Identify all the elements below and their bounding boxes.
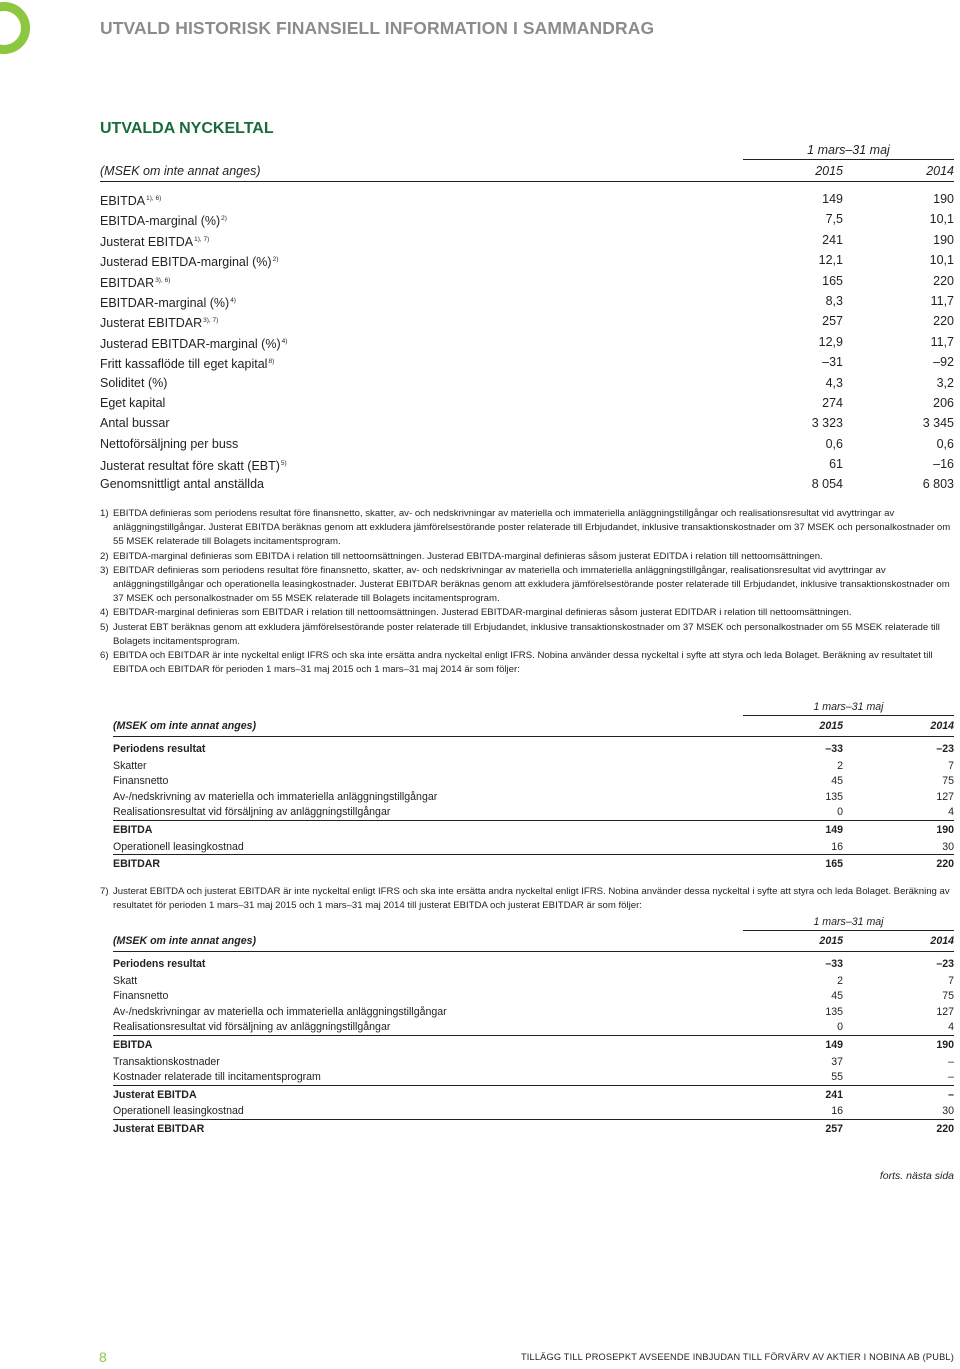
column-header-2015: 2015 xyxy=(819,935,843,947)
row-label: Periodens resultat xyxy=(113,958,206,970)
value-2015: 12,9 xyxy=(818,334,843,349)
table-row xyxy=(113,774,954,790)
value-2015: 274 xyxy=(822,395,843,410)
footnote xyxy=(100,606,954,620)
value-2014: 220 xyxy=(933,273,954,288)
note-text: Justerat EBITDA och justerat EBITDAR är inte nyckeltal enligt IFRS och ska inte ersätta andra nyckeltal enligt IFRS. Nobina använder dessa nyckeltal i syfte att styra och leda Bolaget. Beräkning av resultatet för perioden 1 mars–31 maj 2015 och 1 mars–31 maj 2014 till justerat EBITDA och justerat EBITDAR är som följer: xyxy=(113,886,950,912)
value-2014: 7 xyxy=(948,974,954,987)
table-row xyxy=(100,474,954,494)
value-2015: 0 xyxy=(837,1021,843,1034)
section-title: UTVALDA NYCKELTAL xyxy=(100,120,274,137)
ebitda-table-rows xyxy=(113,737,954,874)
value-2014: –23 xyxy=(936,958,954,970)
value-2014: 190 xyxy=(936,1038,954,1051)
footnote xyxy=(100,649,954,677)
value-2015: 45 xyxy=(831,775,843,788)
table-row xyxy=(100,454,954,474)
table-row xyxy=(100,250,954,270)
value-2015: 16 xyxy=(831,840,843,853)
footnote-ref: 5) xyxy=(280,460,287,468)
value-2014: 190 xyxy=(933,232,954,247)
table-row xyxy=(100,413,954,433)
table-row xyxy=(113,1120,954,1139)
table-row xyxy=(113,974,954,990)
row-label: Realisationsresultat vid försäljning av anläggningstillgångar xyxy=(113,806,391,819)
table-row xyxy=(100,271,954,291)
table-row xyxy=(113,1070,954,1086)
value-2014: 30 xyxy=(942,1105,954,1118)
table-row xyxy=(113,740,954,759)
note-number: 4) xyxy=(100,607,109,619)
row-label: Justerat EBITDA xyxy=(113,1088,197,1101)
value-2014: 6 803 xyxy=(922,477,954,492)
value-2015: –33 xyxy=(825,958,843,970)
table-row xyxy=(100,434,954,454)
note-number: 7) xyxy=(100,886,109,897)
value-2015: 149 xyxy=(822,192,843,206)
table-row xyxy=(113,955,954,974)
row-label: Transaktionskostnader xyxy=(113,1055,220,1068)
table-row xyxy=(100,373,954,393)
note-number: 1) xyxy=(100,508,109,519)
value-2015: –33 xyxy=(825,743,843,755)
value-2015: 149 xyxy=(825,1038,843,1051)
value-2015: 2 xyxy=(837,759,843,772)
table-row xyxy=(100,209,954,229)
table-header xyxy=(113,932,954,952)
value-2014: 75 xyxy=(942,990,954,1003)
value-2015: 3 323 xyxy=(811,416,843,431)
footnote xyxy=(100,550,954,564)
note-text: EBITDAR-marginal definieras som EBITDAR i relation till nettoomsättningen. Justerad EBITDAR-marginal definieras såsom justerat EDITDAR i relation till nettoomsättningen. xyxy=(113,607,852,619)
value-2014: 220 xyxy=(936,1122,954,1135)
note-text: EBITDA och EBITDAR är inte nyckeltal enligt IFRS och ska inte ersätta andra nyckeltal enligt IFRS. Nobina använder dessa nyckeltal i syfte att styra och leda Bolaget. Beräkning av resultatet till EBITDA och EBITDAR för perioden 1 mars–31 maj 2015 och 1 mars–31 maj 2014 är som följer: xyxy=(113,650,933,676)
value-2014: 190 xyxy=(936,823,954,836)
note-number: 6) xyxy=(100,650,109,662)
value-2015: 16 xyxy=(831,1105,843,1118)
column-header-2014: 2014 xyxy=(926,164,954,178)
table-row xyxy=(113,855,954,874)
footnote-ref: 4) xyxy=(230,296,236,304)
value-2014: 206 xyxy=(933,395,954,410)
value-2015: 241 xyxy=(822,232,843,247)
continued-note: forts. nästa sida xyxy=(879,1170,954,1182)
row-label: Periodens resultat xyxy=(113,743,206,755)
row-label xyxy=(100,474,264,494)
table-row xyxy=(113,1055,954,1071)
note-number: 5) xyxy=(100,621,109,633)
value-2015: 2 xyxy=(837,974,843,987)
period-label: 1 mars–31 maj xyxy=(743,143,954,160)
row-label: Av-/nedskrivningar av materiella och immateriella anläggningstillgångar xyxy=(113,1005,447,1018)
footnote-ref: 1), 6) xyxy=(146,195,162,202)
value-2015: 12,1 xyxy=(818,253,843,268)
table-row xyxy=(100,311,954,331)
footnote-ref: 4) xyxy=(281,337,288,345)
column-header-2015: 2015 xyxy=(819,720,843,732)
value-2015: 7,5 xyxy=(825,212,843,227)
row-label: Realisationsresultat vid försäljning av anläggningstillgångar xyxy=(113,1021,391,1034)
value-2015: 55 xyxy=(831,1071,843,1084)
row-label-text: Justerad EBITDAR-marginal (%) xyxy=(100,336,281,351)
row-label xyxy=(100,413,169,433)
note-text: EBITDAR definieras som periodens resultat före finansnetto, skatter, av- och nedskrivningar av materiella och immateriella anläggningstillgångar, realisationsresultat vid avyttringar av anläggningstillgångar och operationella leasingkostnader. Justerat EBITDAR beräknas genom att exkludera jämförelsestörande poster relaterade till Erbjudandet, inklusive transaktionskostnader om 37 MSEK och personalkostnader om 55 MSEK relaterade till Bolagets incitamentsprogram. xyxy=(113,564,950,605)
row-label: EBITDA xyxy=(113,823,153,836)
row-label-text: EBITDAR-marginal (%) xyxy=(100,295,230,310)
row-label-text: Justerad EBITDA-marginal (%) xyxy=(100,255,272,270)
footnote xyxy=(100,621,954,649)
value-2014: 127 xyxy=(936,1005,954,1018)
footnote-ref: 3), 7) xyxy=(203,317,219,325)
table-row xyxy=(113,759,954,775)
page-number: 8 xyxy=(99,1349,107,1365)
value-2015: 8,3 xyxy=(825,293,843,308)
table-header xyxy=(113,717,954,737)
row-label-text: Justerat EBITDA xyxy=(100,234,194,249)
footer-text: TILLÄGG TILL PROSEPKT AVSEENDE INBJUDAN TILL FÖRVÄRV AV AKTIER I NOBINA AB (PUBL) xyxy=(520,1352,954,1362)
period-label: 1 mars–31 maj xyxy=(743,701,954,716)
footnotes xyxy=(100,507,954,677)
table-row xyxy=(113,1104,954,1120)
value-2015: 241 xyxy=(825,1088,843,1101)
value-2015: 0 xyxy=(837,806,843,819)
value-2015: 0,6 xyxy=(825,436,843,451)
column-header-2014: 2014 xyxy=(930,720,954,732)
value-2014: 30 xyxy=(942,840,954,853)
value-2014: – xyxy=(948,1055,954,1068)
value-2015: 61 xyxy=(829,457,843,472)
table-row xyxy=(100,189,954,209)
row-label: EBITDA xyxy=(113,1038,153,1051)
row-label xyxy=(100,291,236,313)
footnote xyxy=(100,507,954,550)
table-row xyxy=(113,805,954,821)
key-figures-rows xyxy=(100,182,954,495)
row-label xyxy=(100,434,238,454)
row-label: Operationell leasingkostnad xyxy=(113,1105,244,1118)
value-2014: 4 xyxy=(948,806,954,819)
table-row xyxy=(113,1005,954,1021)
value-2015: –31 xyxy=(822,355,843,370)
row-label xyxy=(100,230,209,252)
value-2014: 190 xyxy=(933,192,954,206)
value-2015: 45 xyxy=(831,990,843,1003)
brand-ring-logo xyxy=(0,2,30,54)
table-row xyxy=(100,393,954,413)
value-2014: 4 xyxy=(948,1021,954,1034)
value-2015: 165 xyxy=(825,858,843,871)
row-label-text: Antal bussar xyxy=(100,416,170,431)
row-label: Kostnader relaterade till incitamentsprogram xyxy=(113,1071,321,1084)
value-2014: 10,1 xyxy=(929,253,954,268)
value-2014: 10,1 xyxy=(929,212,954,227)
row-label xyxy=(100,209,227,231)
value-2014: –16 xyxy=(933,457,954,472)
value-2015: 37 xyxy=(831,1055,843,1068)
column-header-2014: 2014 xyxy=(930,935,954,947)
note-text: EBITDA-marginal definieras som EBITDA i relation till nettoomsättningen. Justerad EBITDA-marginal definieras såsom justerat EDITDA i relation till nettoomsättningen. xyxy=(113,550,823,562)
value-2014: 75 xyxy=(942,775,954,788)
row-label: Skatt xyxy=(113,974,138,987)
row-label: EBITDAR xyxy=(113,858,161,871)
unit-label: (MSEK om inte annat anges) xyxy=(113,720,257,732)
table-row xyxy=(113,790,954,806)
row-label xyxy=(100,454,287,476)
value-2014: 11,7 xyxy=(930,334,954,349)
row-label xyxy=(100,189,161,211)
value-2014: 127 xyxy=(936,790,954,803)
value-2014: 3,2 xyxy=(936,375,954,390)
row-label-text: Fritt kassaflöde till eget kapital xyxy=(100,357,268,372)
adjusted-ebitda-table-rows xyxy=(113,952,954,1139)
row-label xyxy=(100,311,218,333)
value-2015: 8 054 xyxy=(811,477,843,492)
row-label: Operationell leasingkostnad xyxy=(113,840,244,853)
row-label xyxy=(100,393,165,413)
value-2015: 257 xyxy=(825,1122,843,1135)
footnote-7 xyxy=(100,885,954,913)
row-label-text: Justerat resultat före skatt (EBT) xyxy=(100,459,280,474)
table-row xyxy=(113,1036,954,1055)
adjusted-ebitda-table xyxy=(113,916,954,1139)
column-header-2015: 2015 xyxy=(815,164,843,178)
key-figures-table xyxy=(100,143,954,495)
table-row xyxy=(113,840,954,856)
row-label xyxy=(100,352,274,374)
table-row xyxy=(113,821,954,840)
value-2014: –23 xyxy=(936,743,954,755)
value-2015: 4,3 xyxy=(825,375,843,390)
value-2015: 135 xyxy=(825,790,843,803)
page-heading: UTVALD HISTORISK FINANSIELL INFORMATION I SAMMANDRAG xyxy=(100,18,655,38)
table-row xyxy=(113,989,954,1005)
value-2014: –92 xyxy=(933,355,954,370)
value-2014: 3 345 xyxy=(922,416,954,431)
ebitda-table xyxy=(113,701,954,874)
table-header xyxy=(100,160,954,182)
value-2014: 220 xyxy=(933,314,954,329)
unit-label: (MSEK om inte annat anges) xyxy=(100,164,261,178)
footnote-ref: 8) xyxy=(268,358,275,366)
row-label-text: Soliditet (%) xyxy=(100,375,168,390)
note-text: EBITDA definieras som periodens resultat före finansnetto, skatter, av- och nedskrivningar av materiella och immateriella anläggningstillgångar och realisationsresultat vid avyttringar av anläggningstillgångar. Justerat EBITDA beräknas genom att exkludera jämförelsestörande poster relaterade till Erbjudandet, inklusive transaktionskostnader om 37 MSEK och personalkostnader om 55 MSEK relaterade till Bolagets incitamentsprogram. xyxy=(113,508,951,548)
row-label: Skatter xyxy=(113,759,147,772)
unit-label: (MSEK om inte annat anges) xyxy=(113,935,257,947)
note-number: 2) xyxy=(100,550,109,562)
row-label: Finansnetto xyxy=(113,990,169,1003)
row-label-text: Nettoförsäljning per buss xyxy=(100,436,239,451)
value-2015: 135 xyxy=(825,1005,843,1018)
value-2014: – xyxy=(948,1088,954,1101)
table-row xyxy=(113,1086,954,1105)
table-row xyxy=(113,1020,954,1036)
footnote-ref: 1), 7) xyxy=(194,235,210,243)
footnote-ref: 2) xyxy=(221,215,227,223)
row-label-text: Eget kapital xyxy=(100,395,166,410)
row-label-text: EBITDA xyxy=(100,194,146,208)
value-2014: 0,6 xyxy=(936,436,954,451)
value-2014: 11,7 xyxy=(930,293,954,308)
note-text: Justerat EBT beräknas genom att exkludera jämförelsestörande poster relaterade till Erbjudandet, inklusive transaktionskostnader om 37 MSEK och personalkostnader om 55 MSEK relaterade till Bolagets incitamentsprogram. xyxy=(113,621,940,647)
value-2014: 220 xyxy=(936,858,954,871)
row-label-text: EBITDAR xyxy=(100,275,155,290)
row-label-text: Genomsnittligt antal anställda xyxy=(100,477,264,492)
table-row xyxy=(100,352,954,372)
table-row xyxy=(100,332,954,352)
footnote-ref: 2) xyxy=(272,256,279,264)
footnote xyxy=(100,564,954,607)
row-label xyxy=(100,250,278,272)
footnote-ref: 3), 6) xyxy=(155,276,171,284)
row-label-text: EBITDA-marginal (%) xyxy=(100,214,221,229)
row-label-text: Justerat EBITDAR xyxy=(100,316,203,331)
period-label: 1 mars–31 maj xyxy=(743,916,954,931)
value-2015: 165 xyxy=(822,273,843,288)
value-2014: 7 xyxy=(948,759,954,772)
note-number: 3) xyxy=(100,564,109,576)
table-row xyxy=(100,230,954,250)
row-label xyxy=(100,271,170,293)
row-label xyxy=(100,373,167,393)
row-label xyxy=(100,332,287,354)
row-label: Av-/nedskrivning av materiella och immateriella anläggningstillgångar xyxy=(113,790,438,803)
value-2015: 257 xyxy=(822,314,843,329)
value-2014: – xyxy=(948,1071,954,1084)
value-2015: 149 xyxy=(825,823,843,836)
table-row xyxy=(100,291,954,311)
row-label: Justerat EBITDAR xyxy=(113,1122,205,1135)
row-label: Finansnetto xyxy=(113,775,169,788)
